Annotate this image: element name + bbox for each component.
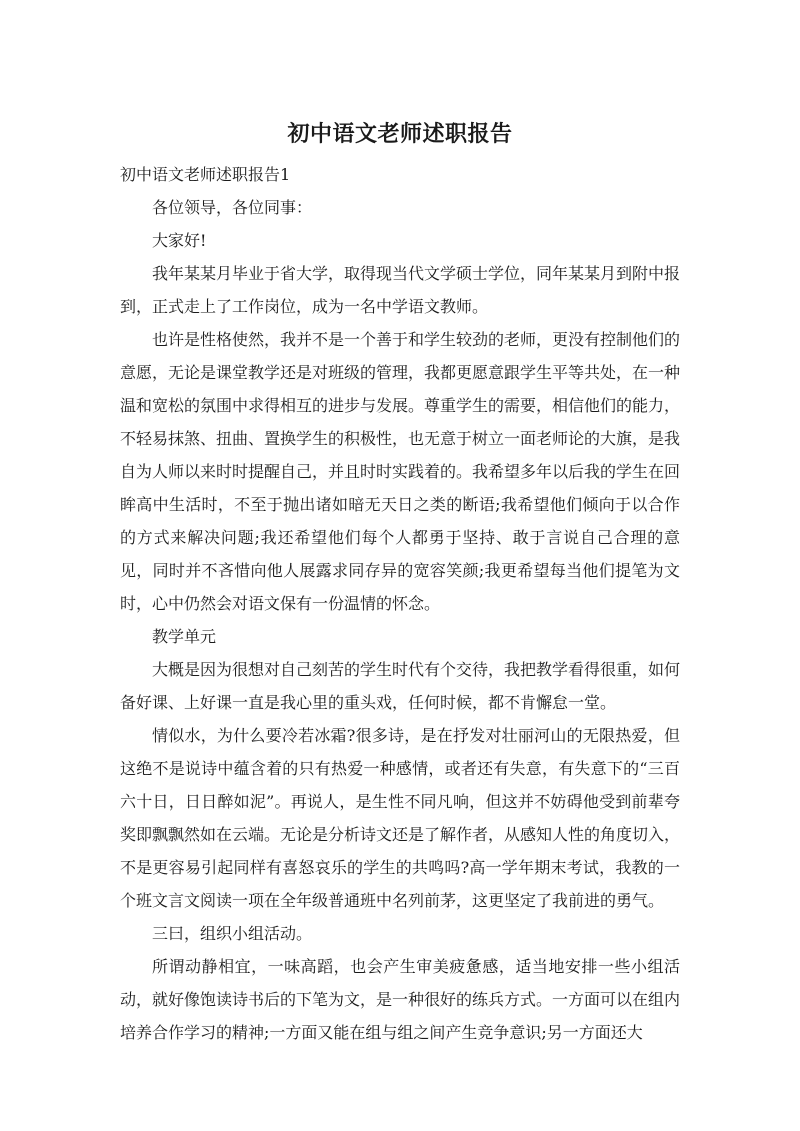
document-title: 初中语文老师述职报告 [287,122,513,147]
paragraph-intro: 我年某某月毕业于省大学，取得现当代文学硕士学位，同年某某月到附中报到，正式走上了工作岗位，成为一名中学语文教师。 [120,264,681,316]
paragraph-poetry: 情似水，为什么要冷若冰霜?很多诗，是在抒发对壮丽河山的无限热爱，但这绝不是说诗中蕴含着的只有热爱一种感情，或者还有失意，有失意下的“三百六十日，日日醉如泥”。再说人，是生性不同凡响，但这并不妨碍他受到前辈夸奖即飘飘然如在云端。无论是分析诗文还是了解作者，从感知人性的角度切入，不是更容易引起同样有喜怒哀乐的学生的共鸣吗?高一学年期末考试，我教的一个班文言文阅读一项在全年级普通班中名列前茅，这更坚定了我前进的勇气。 [120,726,681,910]
document-body [120,158,680,1049]
paragraph-philosophy: 也许是性格使然，我并不是一个善于和学生较劲的老师，更没有控制他们的意愿，无论是课堂教学还是对班级的管理，我都更愿意跟学生平等共处，在一种温和宽松的氛围中求得相互的进步与发展。尊重学生的需要，相信他们的能力，不轻易抹煞、扭曲、置换学生的积极性，也无意于树立一面老师论的大旗，是我自为人师以来时时提醒自己，并且时时实践着的。我希望多年以后我的学生在回眸高中生活时，不至于抛出诸如暗无天日之类的断语;我希望他们倾向于以合作的方式来解决问题;我还希望他们每个人都勇于坚持、敢于言说自己合理的意见，同时并不吝惜向他人展露求同存异的宽容笑颜;我更希望每当他们提笔为文时，心中仍然会对语文保有一份温情的怀念。 [120,330,681,613]
section-heading-groups: 三曰，组织小组活动。 [152,924,313,943]
paragraph-greeting: 各位领导，各位同事： [152,198,313,217]
section-heading-teaching: 教学单元 [152,627,217,646]
paragraph-groups: 所谓动静相宜，一味高蹈，也会产生审美疲惫感，适当地安排一些小组活动，就好像饱读诗书后的下笔为文，是一种很好的练兵方式。一方面可以在组内培养合作学习的精神;一方面又能在组与组之间产生竞争意识;另一方面还大 [120,957,681,1042]
paragraph-teaching: 大概是因为很想对自己刻苦的学生时代有个交待，我把教学看得很重，如何备好课、上好课一直是我心里的重头戏，任何时候，都不肯懈怠一堂。 [120,660,681,712]
paragraph-subtitle: 初中语文老师述职报告1 [120,165,291,184]
paragraph-hello: 大家好! [152,231,207,250]
